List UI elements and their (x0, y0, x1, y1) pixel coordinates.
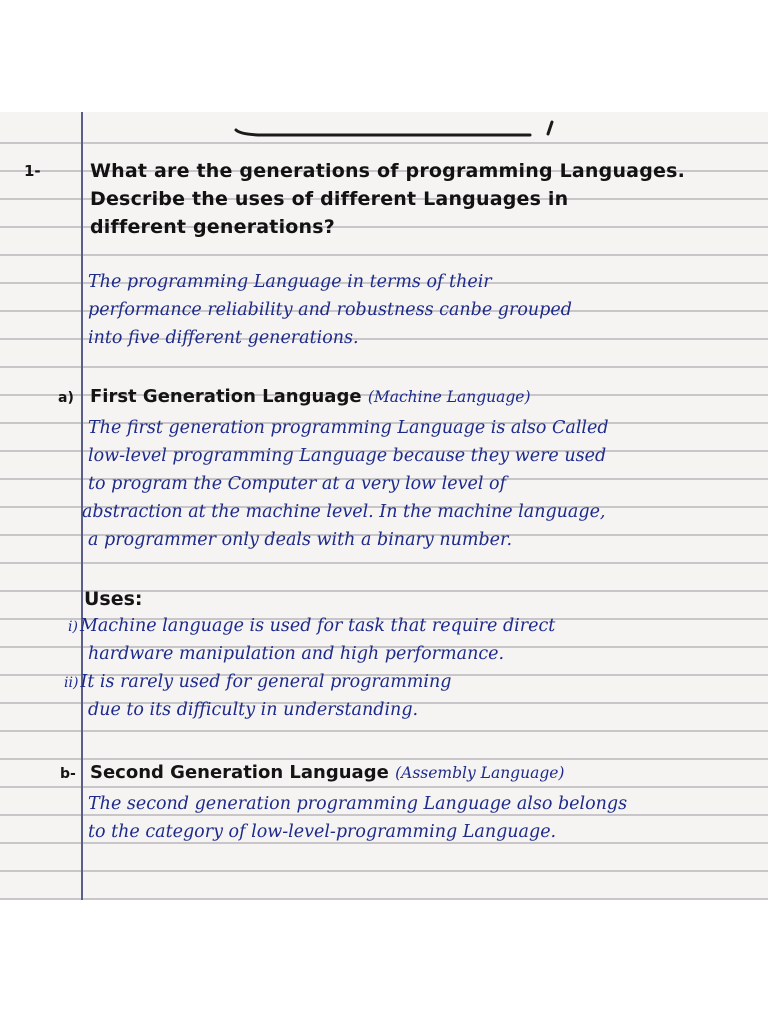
intro-line-1: The programming Language in terms of their (88, 272, 492, 292)
section-a-line-4: abstraction at the machine level. In the machine language, (82, 502, 606, 522)
section-a-line-1: The first generation programming Language is also Called (88, 418, 609, 438)
uses-item-2-marker: ii) (64, 675, 79, 691)
uses-item-1-text-1: Machine language is used for task that require direct (79, 616, 556, 636)
uses-item-2-line-2: due to its difficulty in understanding. (88, 700, 419, 720)
section-b-title: Second Generation Language (90, 762, 389, 783)
uses-item-1-line-2: hardware manipulation and high performance. (88, 644, 505, 664)
section-a-line-2: low-level programming Language because they were used (88, 446, 607, 466)
uses-heading: Uses: (84, 588, 143, 610)
uses-item-2-text-1: It is rarely used for general programming (80, 672, 452, 692)
question-line-2: Describe the uses of different Languages in (90, 188, 569, 210)
question-number: 1- (24, 162, 41, 180)
question-line-1: What are the generations of programming Languages. (90, 160, 686, 182)
section-b-marker: b- (60, 766, 76, 782)
section-a-line-3: to program the Computer at a very low level of (88, 474, 507, 494)
section-a-subtitle: (Machine Language) (367, 388, 531, 406)
section-a-marker: a) (58, 390, 74, 406)
intro-line-2: performance reliability and robustness canbe grouped (88, 300, 572, 320)
question-line-3: different generations? (90, 216, 336, 238)
uses-item-1-line-1 (68, 616, 555, 636)
section-a-heading (90, 386, 531, 407)
intro-line-3: into five different generations. (88, 328, 359, 348)
section-b-subtitle: (Assembly Language) (395, 764, 565, 782)
uses-item-1-marker: i) (68, 619, 78, 635)
section-a-line-5: a programmer only deals with a binary number. (88, 530, 513, 550)
notebook-page (0, 112, 768, 900)
section-a-title: First Generation Language (90, 386, 362, 407)
section-b-line-1: The second generation programming Language also belongs (88, 794, 628, 814)
section-b-heading (90, 762, 564, 783)
uses-item-2-line-1 (64, 672, 451, 692)
top-scribble-mark (230, 118, 570, 148)
section-b-line-2: to the category of low-level-programming Language. (88, 822, 557, 842)
